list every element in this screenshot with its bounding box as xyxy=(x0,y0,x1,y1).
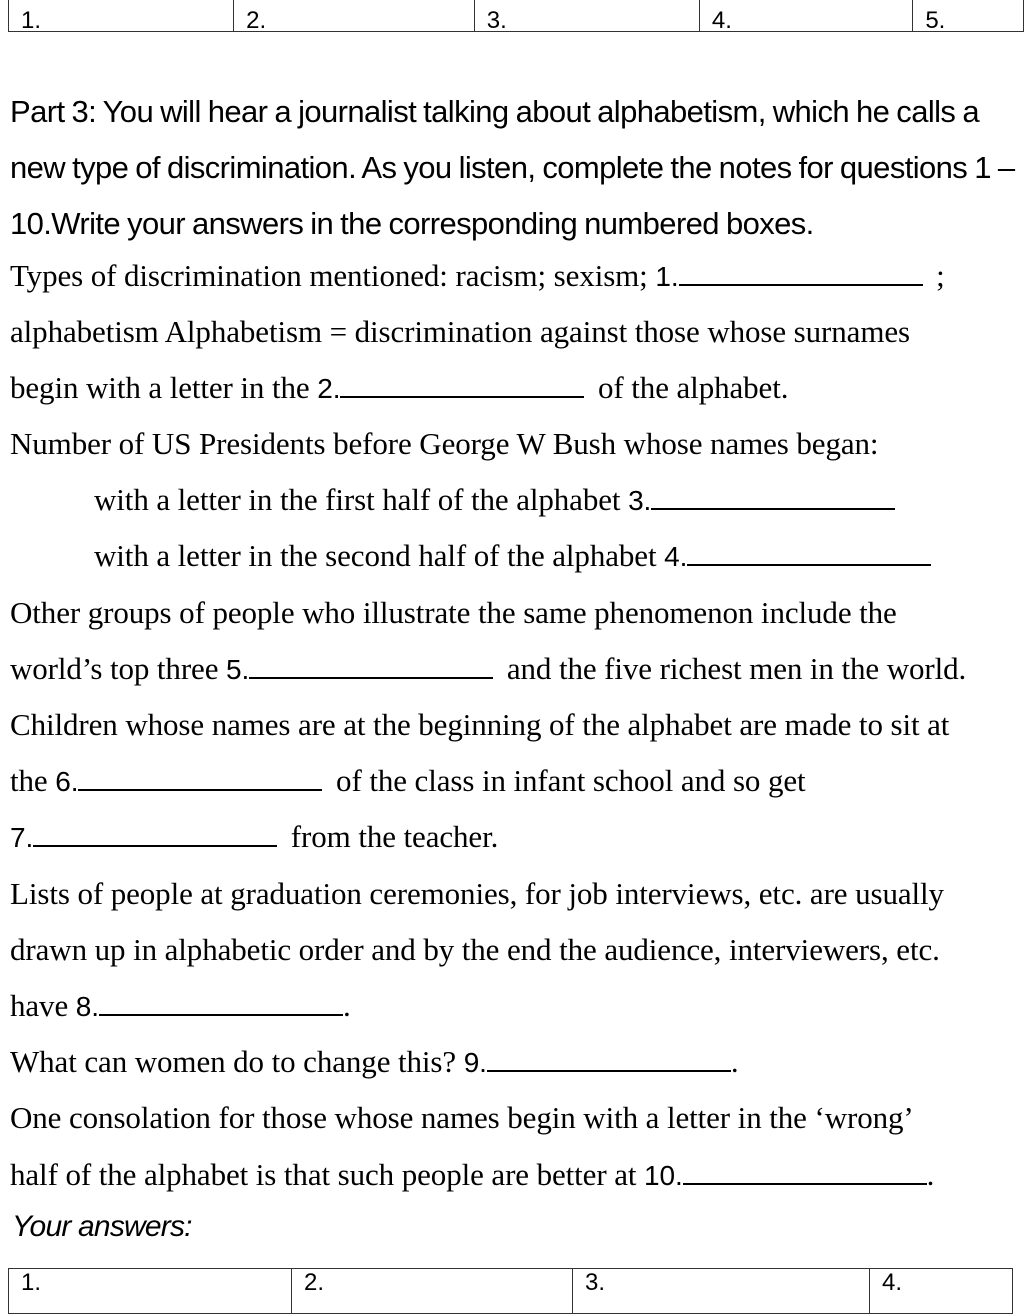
note-line-q3 xyxy=(94,480,901,521)
question-number-2: 2. xyxy=(317,373,341,404)
note-text: world’s top three xyxy=(10,651,227,686)
answer-box-3[interactable]: 3. xyxy=(474,0,699,32)
note-text: . xyxy=(926,1157,935,1192)
blank-8[interactable] xyxy=(99,988,343,1016)
note-text: of the alphabet. xyxy=(590,370,789,405)
top-answer-grid xyxy=(8,0,1024,32)
note-text: of the class in infant school and so get xyxy=(328,763,806,798)
note-line-q5 xyxy=(10,649,966,690)
answer-box-4[interactable]: 4. xyxy=(699,0,912,32)
your-answers-label: Your answers: xyxy=(12,1210,192,1243)
bottom-answer-grid xyxy=(8,1268,1013,1314)
note-line-q6 xyxy=(10,761,806,802)
blank-2[interactable] xyxy=(340,370,584,398)
note-line: Number of US Presidents before George W Bush whose names began: xyxy=(10,426,879,461)
note-line: Children whose names are at the beginning of the alphabet are made to sit at xyxy=(10,707,950,742)
note-text: What can women do to change this? xyxy=(10,1044,464,1079)
note-line-q4 xyxy=(94,536,937,577)
note-line-q8 xyxy=(10,986,351,1027)
note-text: . xyxy=(730,1044,739,1079)
blank-3[interactable] xyxy=(651,482,895,510)
note-text: begin with a letter in the xyxy=(10,370,318,405)
note-line-q1 xyxy=(10,256,945,297)
note-line-q9 xyxy=(10,1042,739,1083)
note-line: Lists of people at graduation ceremonies, for job interviews, etc. are usually xyxy=(10,876,944,911)
part-3-instructions: Part 3: You will hear a journalist talking about alphabetism, which he calls a new type of discrimination. As you listen, complete the notes for questions 1 – 10.Write your answers in the corresponding numbered boxes. xyxy=(10,94,1015,241)
blank-4[interactable] xyxy=(687,538,931,566)
answer-box-2[interactable]: 2. xyxy=(234,0,475,32)
blank-6[interactable] xyxy=(78,763,322,791)
note-line-q10 xyxy=(10,1155,934,1196)
answer-box-1[interactable]: 1. xyxy=(9,1269,292,1314)
note-text: with a letter in the second half of the alphabet xyxy=(94,538,665,573)
question-number-10: 10. xyxy=(644,1160,683,1191)
question-number-4: 4. xyxy=(664,541,688,572)
answer-box-1[interactable]: 1. xyxy=(9,0,234,32)
note-text: have xyxy=(10,988,76,1023)
note-text: half of the alphabet is that such people are better at xyxy=(10,1157,645,1192)
note-line: drawn up in alphabetic order and by the end the audience, interviewers, etc. xyxy=(10,932,940,967)
note-line-q2 xyxy=(10,368,788,409)
blank-9[interactable] xyxy=(487,1044,731,1072)
blank-5[interactable] xyxy=(249,651,493,679)
answer-box-3[interactable]: 3. xyxy=(573,1269,870,1314)
note-text: ; xyxy=(928,258,945,293)
blank-1[interactable] xyxy=(679,258,923,286)
note-text: the xyxy=(10,763,56,798)
note-text: Types of discrimination mentioned: racism; sexism; xyxy=(10,258,656,293)
note-line: One consolation for those whose names begin with a letter in the ‘wrong’ xyxy=(10,1100,914,1135)
question-number-7: 7. xyxy=(10,822,34,853)
note-text: and the five richest men in the world. xyxy=(499,651,967,686)
note-line: Other groups of people who illustrate the same phenomenon include the xyxy=(10,595,897,630)
note-text: with a letter in the first half of the alphabet xyxy=(94,482,629,517)
answer-box-5[interactable]: 5. xyxy=(913,0,1024,32)
note-line: alphabetism Alphabetism = discrimination against those whose surnames xyxy=(10,314,910,349)
question-number-6: 6. xyxy=(55,766,79,797)
table-row xyxy=(9,1269,1013,1314)
question-number-5: 5. xyxy=(226,654,250,685)
answer-box-2[interactable]: 2. xyxy=(292,1269,573,1314)
note-text: . xyxy=(342,988,351,1023)
question-number-8: 8. xyxy=(75,991,99,1022)
question-number-9: 9. xyxy=(463,1047,487,1078)
note-line-q7 xyxy=(10,817,498,858)
question-number-3: 3. xyxy=(628,485,652,516)
blank-7[interactable] xyxy=(33,819,277,847)
note-text: from the teacher. xyxy=(283,819,499,854)
table-row xyxy=(9,0,1024,32)
question-number-1: 1. xyxy=(655,261,679,292)
answer-box-4[interactable]: 4. xyxy=(870,1269,1013,1314)
blank-10[interactable] xyxy=(683,1157,927,1185)
